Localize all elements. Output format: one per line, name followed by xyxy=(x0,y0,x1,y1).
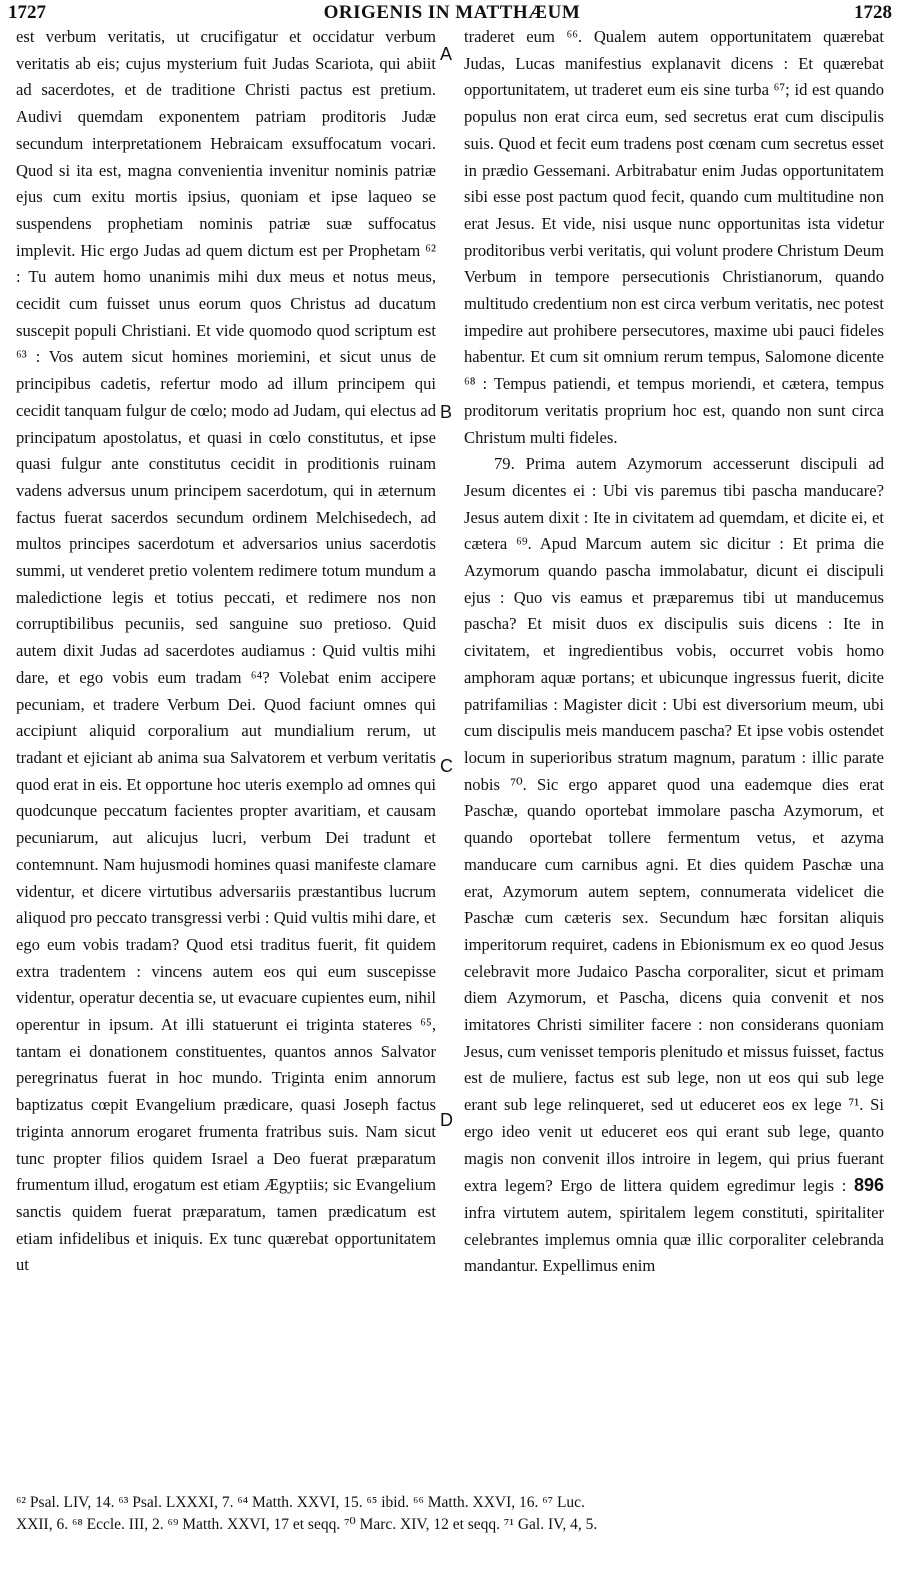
section-marker-a: A xyxy=(440,44,453,64)
migne-column-number: 896 xyxy=(853,1175,884,1196)
footnotes-line-1: ⁶² Psal. LIV, 14. ⁶³ Psal. LXXXI, 7. ⁶⁴ Matth. XXVI, 15. ⁶⁵ ibid. ⁶⁶ Matth. XXVI, 16. ⁶⁷ Luc. xyxy=(16,1494,585,1511)
page-number-right: 1728 xyxy=(854,2,892,23)
footnotes xyxy=(16,1492,886,1536)
page-number-left: 1727 xyxy=(8,2,46,23)
right-column xyxy=(464,24,884,1280)
section-marker-b: B xyxy=(440,402,453,422)
right-column-paragraph-1: traderet eum ⁶⁶. Qualem autem opportunitatem quærebat Judas, Lucas manifestius explanavit dicens : Et quærebat opportunitatem, ut traderet eum eis sine turba ⁶⁷; id est quando populus non erat circa eum, sed secretus erat cum discipulis suis. Quod et fecit eum tradens post cœnam cum secretus esset in prædio Gessemani. Arbitrabatur enim Judas opportunitatem sibi esse post pactum quod fecit, quando cum multitudine non erat Jesus. Et vide, nisi usque nunc opportunitas ista videtur proditoribus verbi veritatis, qui volunt prodere Christum Deum Verbum in tempore persecutionis Christianorum, quando multitudo credentium non est circa verbum veritatis, nec potest impedire aut prohibere persecutores, maxime ubi pauci fideles habentur. Et cum sit omnium rerum tempus, Salomone dicente ⁶⁸ : Tempus patiendi, et tempus moriendi, et cætera, tempus proditorum veritatis proprium hoc est, quando non sunt circa Christum multi fideles. xyxy=(464,27,884,447)
right-column-paragraph-2-tail: infra virtutem autem, spiritalem legem constituti, spiritaliter celebrantes implemus omnia quæ illic corporaliter celebranda mandantur. Expellimus enim xyxy=(464,1202,884,1276)
running-title: ORIGENIS IN MATTHÆUM xyxy=(323,2,581,23)
left-column xyxy=(16,24,436,1279)
right-column-paragraph-2 xyxy=(464,451,884,1280)
left-column-text: est verbum veritatis, ut crucifigatur et occidatur verbum veritatis ab eis; cujus mysterium fuit Judas Scariota, qui abiit ad sacerdotes, et de traditione Christi pactus est pretium. Audivi quemdam exponentem patriam proditoris Judæ secundum interpretationem Hebraicam exsuffocatum vocari. Quod si ita est, magna convenientia invenitur nominis patriæ ejus cum exitu mortis ipsius, quoniam et ipse laqueo se suspendens prophetiam nominis patriæ suæ suffocatus implevit. Hic ergo Judas ad quem dictum est per Prophetam ⁶² : Tu autem homo unanimis mihi dux meus et notus meus, cecidit cum fuisset unus eorum quos Christus ad ducatum suscepit populi Christiani. Et vide quomodo quod scriptum est ⁶³ : Vos autem sicut homines moriemini, et sicut unus de principibus cadetis, refertur modo ad illum principem qui cecidit tanquam fulgur de cœlo; modo ad Judam, qui electus ad principatum apostolatus, et quasi in cœlo constitutus, et ipse quasi fulgur ante constitutus cecidit in proditionis ruinam vadens adversus unum principem sacerdotum, qui in æternum factus fuerat sacerdos secundum ordinem Melchisedech, ad multos principes sacerdotum et adversarios unius sacerdotis summi, ut venderet pretio volentem redimere totum mundum a maledictione legis et totius peccati, et redimere nos non corruptibilibus pecuniis, sed sanguine suo pretioso. Quid autem dixit Judas ad sacerdotes audiamus : Quid vultis mihi dare, et ego vobis eum tradam ⁶⁴? Volebat enim accipere pecuniam, et tradere Verbum Dei. Quod faciunt omnes qui accipiunt aliquid corporalium aut mundialium rerum, ut tradant et ejiciant ab anima sua Salvatorem et verbum veritatis quod erat in eis. Et opportune hoc uteris exemplo ad omnes qui quodcunque peccatum facientes propter avaritiam, et causam pecuniarum, aut alicujus lucri, verbum Dei tradunt et contemnunt. Nam hujusmodi homines quasi manifeste clamare videntur, et dicere virtutibus adversariis præstantibus lucrum aliquod pro peccato transgressi verbi : Quid vultis mihi dare, et ego eum vobis tradam? Quod etsi traditus fuerit, fit quidem extra tradentem : vincens autem eos qui eum suscepisse videntur, operatur decentia se, ut evacuare cupientes eum, nihil operentur in ipsum. At illi statuerunt ei triginta stateres ⁶⁵, tantam ei donationem constituentes, quantos annos Salvator peregrinatus fuerat in hoc mundo. Triginta enim annorum baptizatus cœpit Evangelium prædicare, quasi Joseph factus triginta annorum erogaret frumenta fratribus suis. Nam sicut tunc propter filios quidem Israel a Deo fuerat præparatum frumentum illud, erogatum est etiam Ægyptiis; sic Evangelium sanctis quidem fuerat præparatum, tamen prædicatum est etiam infidelibus et iniquis. Ex tunc quærebat opportunitatem ut xyxy=(16,27,436,1275)
right-column-paragraph-2-text: 79. Prima autem Azymorum accesserunt discipuli ad Jesum dicentes ei : Ubi vis paremus tibi pascha manducare? Jesus autem dixit : Ite in civitatem ad quemdam, et dicite ei, et cætera ⁶⁹. Apud Marcum autem sic dicitur : Et prima die Azymorum quando pascha immolabatur, dicunt ei discipuli ejus : Quo vis eamus et præparemus tibi ut manducemus pascha? Et misit duos ex discipulis suis dicens : Ite in civitatem, et ingredientibus vobis, occurret vobis homo amphoram aquæ portans; et ubicunque ingressus fuerit, dicite patrifamilias : Magister dicit : Ubi est diversorium meum, ubi cum discipulis meis manducem pascha? Et ipse vobis ostendet locum in superioribus stratum magnum, paratum : illic parate nobis ⁷⁰. Sic ergo apparet quod una eademque dies erat Paschæ, quando oportebat immolare pascha Azymorum, et quando oportebat tollere fermentum vetus, et azyma manducare cum carnibus agni. Et dies quidem Paschæ una erat, Azymorum autem septem, connumerata videlicet die Paschæ cum cæteris sex. Secundum hæc forsitan aliquis imperitorum requiret, cadens in Ebionismum ex eo quod Jesus celebravit more Judaico Pascha corporaliter, sicut et primam diem Azymorum, et Pascha, dicens quia convenit et nos imitatores Christi similiter facere : non considerans quoniam Jesus, cum venisset temporis plenitudo et missus fuisset, factus est de muliere, factus est sub lege, non ut eos qui sub lege erant sub lege relinqueret, sed ut educeret eos ex lege ⁷¹. Si ergo ideo venit ut educeret eos qui erant sub lege, quanto magis non convenit illos introire in legem, qui prius fuerant extra legem? Ergo de littera quidem egredimur legis : xyxy=(464,454,884,1196)
footnotes-line-2: XXII, 6. ⁶⁸ Eccle. III, 2. ⁶⁹ Matth. XXVI, 17 et seqq. ⁷⁰ Marc. XIV, 12 et seqq. ⁷¹ Gal. IV, 4, 5. xyxy=(16,1516,598,1533)
section-marker-c: C xyxy=(440,756,453,776)
section-marker-d: D xyxy=(440,1110,453,1130)
